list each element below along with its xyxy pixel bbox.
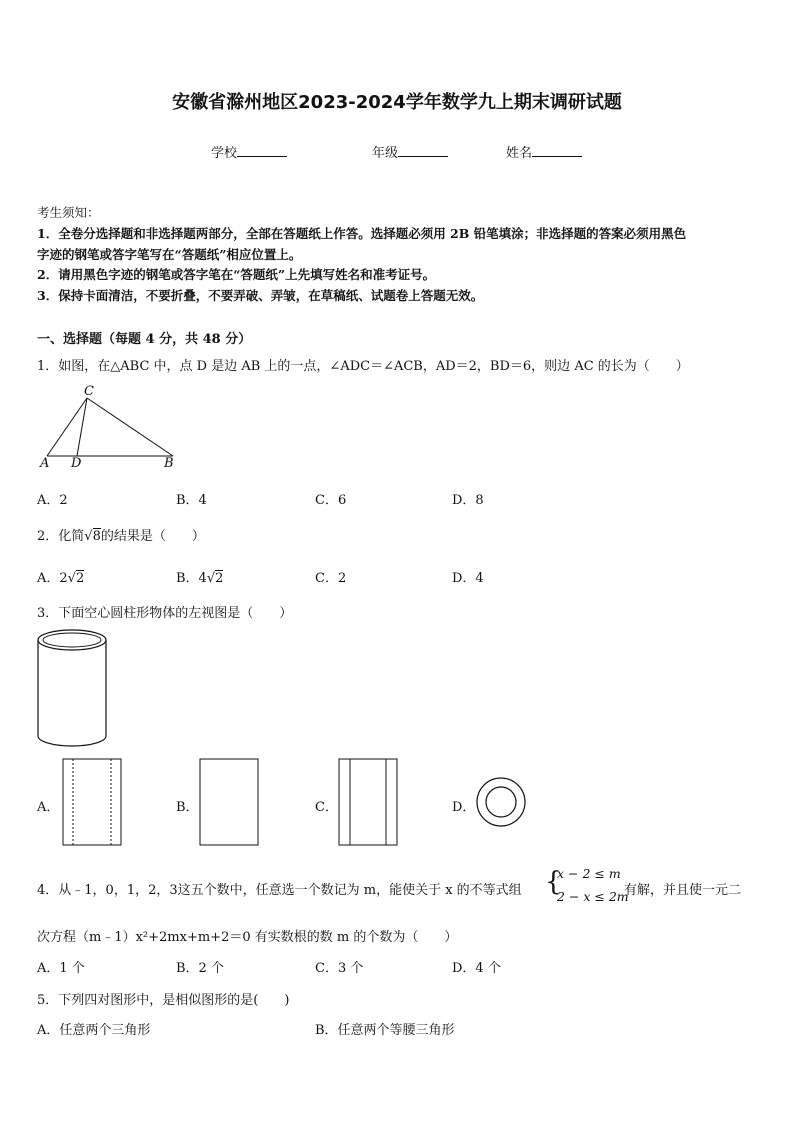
q3-text: 3．下面空心圆柱形物体的左视图是（ ） — [37, 606, 293, 621]
hollow-cylinder-figure — [36, 628, 110, 748]
notice-line-1b: 字迹的钢笔或答字笔写在“答题纸”相应位置上。 — [37, 247, 302, 262]
q4-text-a: 4．从﹣1，0，1，2，3这五个数中，任意选一个数记为 m，能使关于 x 的不等式组 — [37, 883, 522, 898]
sqrt-sign: √ — [84, 529, 93, 544]
q3-option-c-label[interactable]: C． — [315, 800, 338, 815]
school-blank — [237, 144, 287, 157]
q2-option-a-prefix: A．2 — [37, 571, 68, 586]
q4-option-c[interactable]: C．3 个 — [315, 961, 364, 976]
q3-option-d-figure[interactable] — [474, 775, 528, 829]
q1-option-d[interactable]: D．8 — [452, 493, 484, 508]
q4-option-a[interactable]: A．1 个 — [37, 961, 85, 976]
school-label: 学校 — [211, 146, 238, 161]
grade-label: 年级 — [372, 146, 399, 161]
grade-field — [372, 142, 448, 161]
notice-line-1: 1．全卷分选择题和非选择题两部分，全部在答题纸上作答。选择题必须用 2B 铅笔填涂；非选择题的答案必须用黑色 — [37, 226, 687, 241]
label-d: D — [71, 456, 82, 471]
label-a: A — [40, 456, 50, 471]
q3-option-b-figure[interactable] — [199, 758, 259, 848]
name-blank — [532, 144, 582, 157]
q5-text: 5．下列四对图形中，是相似图形的是( ) — [37, 993, 290, 1008]
q1-option-a[interactable]: A．2 — [37, 493, 68, 508]
q4-inequality-1: x − 2 ≤ m — [557, 866, 621, 881]
q2-option-b-radicand: 2 — [215, 571, 224, 586]
q2-option-b[interactable] — [176, 567, 223, 586]
q2-option-d[interactable]: D．4 — [452, 571, 484, 586]
page-title: 安徽省滁州地区2023-2024学年数学九上期末调研试题 — [172, 92, 622, 113]
q3-option-b-label[interactable]: B． — [176, 800, 199, 815]
q1-option-c[interactable]: C．6 — [315, 493, 347, 508]
q2-suffix: 的结果是（ ） — [100, 529, 205, 544]
label-b: B — [164, 456, 174, 471]
school-field — [211, 142, 287, 161]
name-label: 姓名 — [506, 146, 533, 161]
q2-text — [37, 525, 205, 544]
brace-icon: { — [545, 867, 562, 897]
q4-inequality-2: 2 − x ≤ 2m — [557, 889, 629, 904]
section-heading: 一、选择题（每题 4 分，共 48 分） — [37, 332, 252, 347]
q1-triangle-figure — [40, 383, 180, 473]
q3-option-c-figure[interactable] — [338, 758, 398, 848]
q3-option-a-figure[interactable] — [62, 758, 122, 848]
q4-text-c: 次方程（m﹣1）x²+2mx+m+2＝0 有实数根的数 m 的个数为（ ） — [37, 930, 458, 945]
q4-option-b[interactable]: B．2 个 — [176, 961, 224, 976]
q2-radicand: 8 — [92, 529, 101, 544]
q2-option-c[interactable]: C．2 — [315, 571, 347, 586]
name-field — [506, 142, 582, 161]
q4-option-d[interactable]: D．4 个 — [452, 961, 501, 976]
q3-option-a-label[interactable]: A． — [37, 800, 60, 815]
q1-text: 1．如图，在△ABC 中，点 D 是边 AB 上的一点，∠ADC＝∠ACB，AD＝2，BD＝6，则边 AC 的长为（ ） — [37, 359, 689, 374]
notice-line-2: 2．请用黑色字迹的钢笔或答字笔在“答题纸”上先填写姓名和准考证号。 — [37, 267, 436, 282]
grade-blank — [398, 144, 448, 157]
sqrt-sign: √ — [206, 571, 216, 586]
q2-prefix: 2．化简 — [37, 529, 85, 544]
q5-option-a[interactable]: A．任意两个三角形 — [37, 1023, 151, 1038]
notice-heading: 考生须知： — [37, 205, 100, 220]
q5-option-b[interactable]: B．任意两个等腰三角形 — [315, 1023, 455, 1038]
q1-option-b[interactable]: B．4 — [176, 493, 207, 508]
q2-option-b-prefix: B．4 — [176, 571, 207, 586]
q4-text-b: 有解，并且使一元二 — [624, 883, 742, 898]
label-c: C — [84, 384, 94, 399]
q2-option-a-radicand: 2 — [75, 571, 85, 586]
sqrt-sign: √ — [67, 571, 76, 586]
q3-option-d-label[interactable]: D． — [452, 800, 476, 815]
notice-line-3: 3．保持卡面清洁，不要折叠，不要弄破、弄皱，在草稿纸、试题卷上答题无效。 — [37, 288, 484, 303]
q2-option-a[interactable] — [37, 567, 84, 586]
